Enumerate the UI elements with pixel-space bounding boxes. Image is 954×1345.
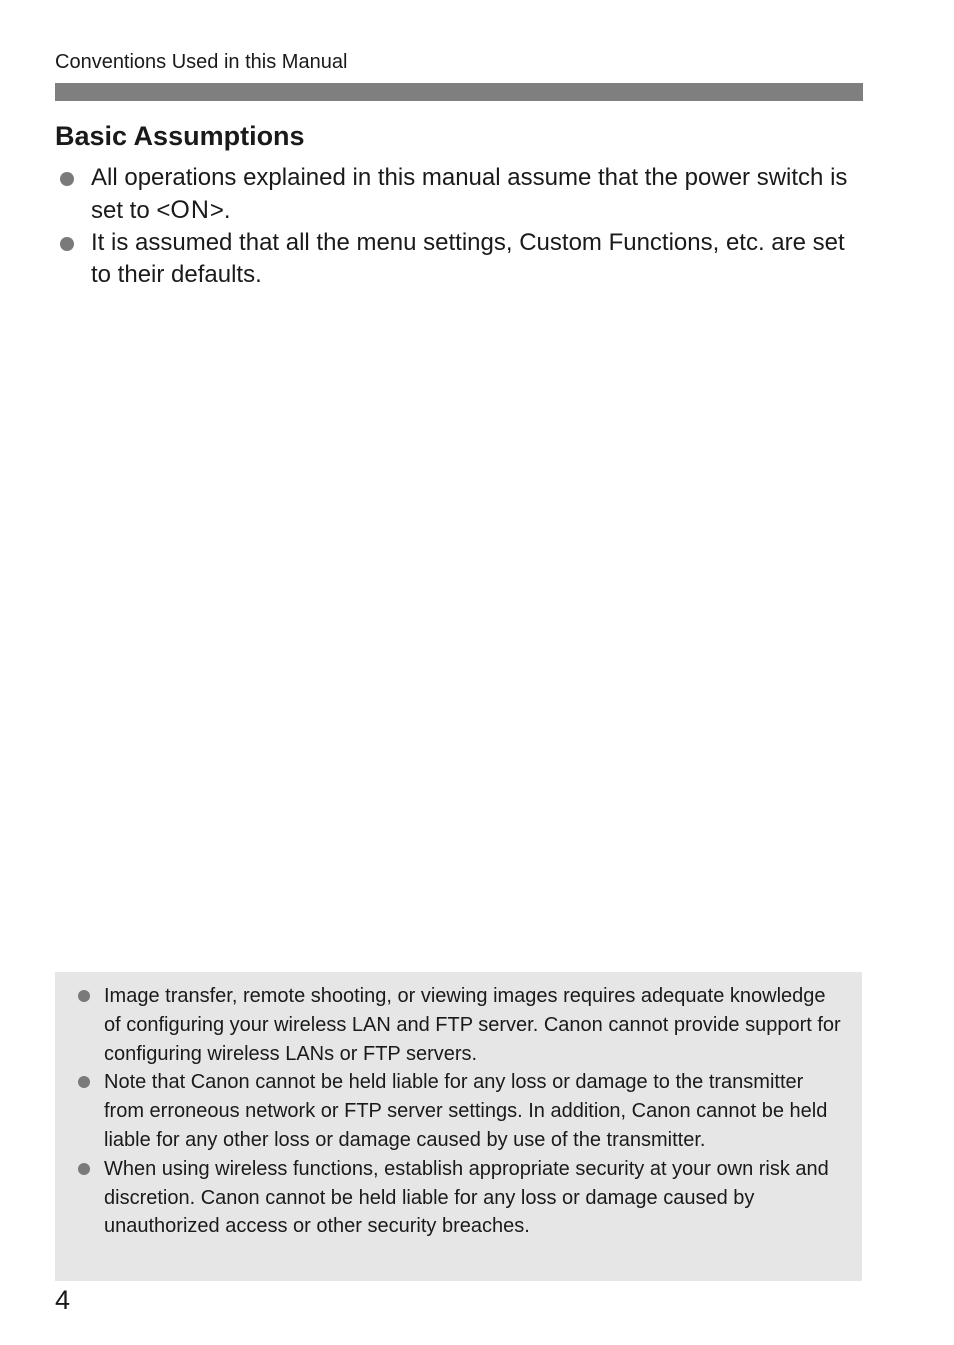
running-header: Conventions Used in this Manual: [55, 51, 348, 73]
power-on-symbol: ON: [170, 196, 210, 224]
assumptions-list: [55, 162, 863, 291]
caution-text: Image transfer, remote shooting, or viewing images requires adequate knowledge of configuring your wireless LAN and FTP server. Canon cannot provide support for configuring wireless LANs or FTP servers.: [104, 985, 841, 1065]
bullet-icon: [78, 990, 90, 1002]
caution-note-box: [55, 972, 862, 1281]
caution-item: [77, 982, 847, 1068]
list-item-text-end: >.: [209, 197, 231, 224]
caution-list: [77, 982, 847, 1241]
bullet-icon: [78, 1163, 90, 1175]
list-item: [55, 162, 863, 227]
caution-item: [77, 1068, 847, 1154]
bullet-icon: [60, 237, 74, 251]
caution-item: [77, 1155, 847, 1241]
section-title: Basic Assumptions: [55, 121, 305, 151]
page-number: 4: [55, 1285, 71, 1315]
list-item-text: It is assumed that all the menu settings, Custom Functions, etc. are set to their defaults.: [91, 229, 845, 288]
caution-text: Note that Canon cannot be held liable for any loss or damage to the transmitter from erroneous network or FTP server settings. In addition, Canon cannot be held liable for any other loss or damage caused by use of the transmitter.: [104, 1071, 828, 1151]
header-rule: [55, 83, 863, 101]
list-item: [55, 227, 863, 291]
list-item-text: All operations explained in this manual assume that the power switch is set to <: [91, 164, 848, 224]
caution-text: When using wireless functions, establish appropriate security at your own risk and discretion. Canon cannot be held liable for any loss or damage caused by unauthorized access or other security breaches.: [104, 1157, 829, 1238]
bullet-icon: [78, 1076, 90, 1088]
bullet-icon: [60, 172, 74, 186]
